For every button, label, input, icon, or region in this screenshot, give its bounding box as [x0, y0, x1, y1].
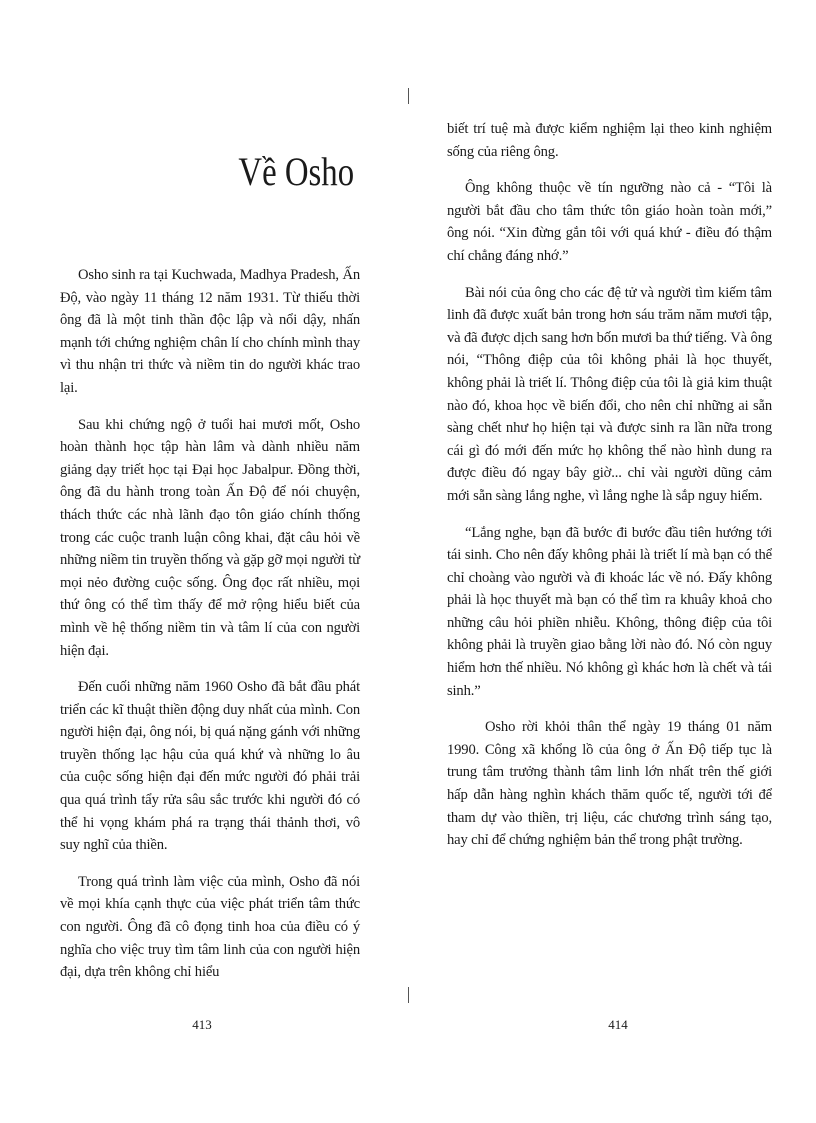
paragraph: Osho rời khỏi thân thể ngày 19 tháng 01 năm 1990. Công xã khổng lồ của ông ở Ấn Độ tiếp tục là trung tâm trưởng thành tâm linh lớn nhất trên thế giới hấp dẫn hàng nghìn khách thăm quốc tế, người tới để tham dự vào thiền, trị liệu, các chương trình sáng tạo, hay chỉ để chứng nghiệm bản thể trong phật trường.	[447, 719, 772, 849]
paragraph: Đến cuối những năm 1960 Osho đã bắt đầu phát triển các kĩ thuật thiền động duy nhất của mình. Con người hiện đại, ông nói, bị quá nặng gánh với những truyền thống lạc hậu của quá khứ và những lo âu của cuộc sống hiện đại đến mức người đó phải trải qua quá trình tẩy rửa sâu sắc trước khi người đó có thể hi vọng khám phá ra trạng thái thảnh thơi, vô suy nghĩ của thiền.	[60, 679, 360, 854]
paragraph: Bài nói của ông cho các đệ tử và người tìm kiếm tâm linh đã được xuất bản trong hơn sáu trăm năm mươi tập, và đã được dịch sang hơn bốn mươi ba thứ tiếng. Và ông nói, “Thông điệp của tôi không phải là học thuyết, không phải là triết lí. Thông điệp của tôi là giả kim thuật nào đó, khoa học về biến đổi, cho nên chỉ những ai sẵn sàng chết như họ hiện tại và được sinh ra lần nữa trong cái gì đó mới đến mức họ không thể nào hình dung ra được điều đó ngay bây giờ... chỉ vài người dũng cảm mới sẵn sàng lắng nghe, vì lắng nghe là sắp nguy hiểm.	[447, 284, 772, 504]
paragraph: biết trí tuệ mà được kiểm nghiệm lại theo kinh nghiệm sống của riêng ông.	[447, 121, 772, 160]
paragraph: Ông không thuộc về tín ngưỡng nào cả - “Tôi là người bắt đầu cho tâm thức tôn giáo hoàn toàn mới,” ông nói. “Xin đừng gắn tôi với quá khứ - điều đó thậm chí chẳng đáng nhớ.”	[447, 180, 772, 264]
paragraph: Sau khi chứng ngộ ở tuổi hai mươi mốt, Osho hoàn thành học tập hàn lâm và dành nhiều năm giảng dạy triết học tại Đại học Jabalpur. Đồng thời, ông đã du hành trong toàn Ấn Độ để nói chuyện, thách thức các nhà lãnh đạo tôn giáo chính thống trong các cuộc tranh luận công khai, đặt câu hỏi về những niềm tin truyền thống và gặp gỡ mọi người từ mọi nẻo đường cuộc sống. Ông đọc rất nhiều, mọi thứ ông có thể tìm thấy để mở rộng hiểu biết của mình về hệ thống niềm tin và tâm lí của con người hiện đại.	[60, 416, 360, 659]
paragraph: “Lắng nghe, bạn đã bước đi bước đầu tiên hướng tới tái sinh. Cho nên đấy không phải là triết lí mà bạn có thể chỉ choàng vào người và đi khoác lác về nó. Đấy không phải là học thuyết mà bạn có thể tìm ra khuây khoả cho những câu hỏi phiền nhiễu. Không, thông điệp của tôi không phải là truyền giao bằng lời nào đó. Nó còn nguy hiểm hơn thế nhiều. Nó không gì khác hơn là chết và tái sinh.”	[447, 524, 772, 699]
gutter-tick-top	[408, 88, 409, 104]
paragraph: Trong quá trình làm việc của mình, Osho đã nói về mọi khía cạnh thực của việc phát triển tâm thức con người. Ông đã cô đọng tinh hoa của điều có ý nghĩa cho việc truy tìm tâm linh của con người hiện đại, dựa trên không chỉ hiểu	[60, 873, 360, 981]
paragraph: Osho sinh ra tại Kuchwada, Madhya Pradesh, Ấn Độ, vào ngày 11 tháng 12 năm 1931. Từ thiếu thời ông đã là một tinh thần độc lập và nổi dậy, nhấn mạnh tới chứng nghiệm chân lí cho chính mình thay vì thu nhận tri thức và niềm tin do người khác trao lại.	[60, 267, 360, 396]
left-page	[60, 0, 360, 1123]
right-page-body	[447, 118, 772, 866]
page-number-left: 413	[192, 1017, 212, 1032]
gutter-tick-bottom	[408, 987, 409, 1003]
right-page	[447, 0, 772, 1123]
left-page-body	[60, 264, 360, 998]
page-number-right: 414	[608, 1017, 628, 1032]
chapter-title: Về Osho	[238, 149, 354, 194]
